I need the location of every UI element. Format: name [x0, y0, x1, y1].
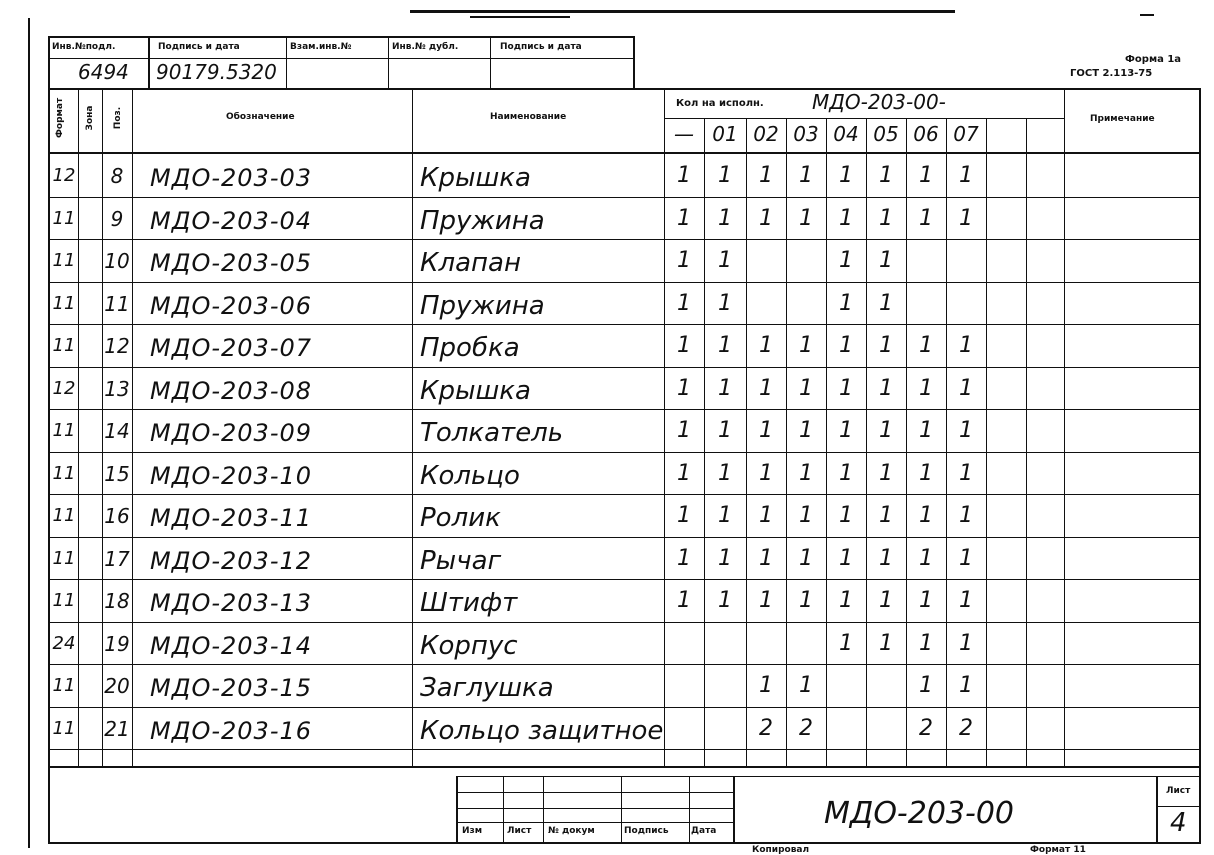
frame-left-border: [28, 18, 30, 848]
row-qty: 1: [718, 460, 732, 486]
row-qty: 2: [919, 715, 933, 741]
row-qty: 1: [799, 588, 813, 613]
row-format: 11: [52, 207, 76, 229]
row-divider: [48, 494, 1200, 495]
row-name: Крышка: [420, 163, 531, 193]
row-qty: 1: [677, 418, 691, 443]
row-qty: 1: [799, 460, 813, 486]
header-qty-title: Кол на исполн.: [676, 98, 764, 109]
row-qty: 1: [959, 588, 973, 613]
sheet-label: Лист: [1166, 786, 1191, 796]
stamp-value-inv-orig: 6494: [78, 60, 129, 84]
row-qty: 1: [919, 333, 933, 358]
row-qty: 1: [879, 163, 893, 188]
grid-vline: [132, 88, 133, 766]
grid-vline: [986, 118, 987, 766]
row-qty: 1: [839, 333, 853, 358]
document-designation: МДО-203-00: [824, 796, 1015, 831]
tb-label-signature: Подпись: [624, 826, 669, 836]
row-format: 24: [52, 632, 76, 654]
row-qty: 1: [839, 460, 853, 486]
form-standard: ГОСТ 2.113-75: [1070, 68, 1153, 79]
row-qty: 1: [839, 630, 853, 656]
row-pos: 17: [104, 546, 130, 571]
row-qty: 1: [839, 588, 853, 613]
grid-vline: [786, 118, 787, 766]
row-qty: 1: [839, 163, 853, 188]
grid-vline: [946, 118, 947, 766]
row-designation: МДО-203-11: [150, 504, 313, 532]
row-qty: 1: [718, 163, 732, 188]
row-designation: МДО-203-03: [150, 164, 313, 192]
row-qty: 1: [919, 205, 933, 231]
header-name: Наименование: [490, 112, 567, 122]
row-divider: [48, 282, 1200, 283]
row-qty: [704, 668, 746, 704]
row-divider: [48, 324, 1200, 325]
row-qty: 1: [799, 503, 813, 528]
row-name: Кольцо защитное: [420, 715, 664, 746]
row-qty: 1: [879, 290, 893, 316]
row-qty: 1: [839, 375, 853, 401]
stamp-header-sign-date-2: Подпись и дата: [500, 42, 582, 52]
row-divider: [48, 197, 1200, 198]
row-divider: [48, 409, 1200, 410]
row-qty: 1: [759, 333, 773, 358]
row-qty: 1: [839, 503, 853, 528]
row-qty: [704, 626, 746, 662]
row-format: 12: [52, 377, 76, 399]
row-divider: [48, 452, 1200, 453]
row-designation: МДО-203-12: [150, 546, 313, 575]
row-qty: [664, 668, 704, 704]
row-qty: 1: [759, 545, 773, 571]
form-note: Форма 1а: [1125, 54, 1182, 65]
row-qty: 1: [959, 205, 973, 231]
row-qty: 1: [839, 290, 853, 316]
scan-mark: [1140, 14, 1154, 16]
stamp-header-replace-inv: Взам.инв.№: [290, 42, 352, 52]
row-divider: [48, 537, 1200, 538]
row-divider: [48, 579, 1200, 580]
row-qty: 1: [759, 588, 773, 613]
row-format: 11: [52, 505, 76, 526]
row-qty: 1: [879, 460, 893, 486]
row-qty: 1: [759, 375, 773, 401]
row-qty: 1: [718, 588, 732, 613]
row-divider: [48, 749, 1200, 750]
row-qty: 1: [718, 503, 732, 528]
grid-vline: [102, 88, 103, 766]
variant-header-cell: 03: [793, 122, 819, 146]
tb-label-change: Изм: [462, 826, 483, 836]
variant-header-cell: 06: [913, 122, 939, 146]
row-designation: МДО-203-15: [150, 674, 313, 702]
row-qty: 1: [718, 205, 732, 231]
header-note: Примечание: [1090, 114, 1155, 124]
row-qty: 1: [879, 630, 893, 656]
row-qty: [704, 711, 746, 747]
row-qty: 1: [799, 333, 813, 358]
row-qty: 1: [919, 588, 933, 613]
row-designation: МДО-203-13: [150, 589, 313, 617]
row-pos: 16: [104, 504, 130, 528]
row-qty: 1: [879, 248, 893, 273]
grid-vline: [412, 88, 413, 766]
tb-label-doc: № докум: [548, 826, 595, 836]
stamp-header-sign-date: Подпись и дата: [158, 42, 240, 52]
row-qty: 1: [839, 545, 853, 571]
row-designation: МДО-203-04: [150, 206, 313, 235]
row-qty: 1: [718, 545, 732, 571]
header-designation: Обозначение: [226, 112, 295, 122]
row-qty: 1: [839, 205, 853, 231]
row-qty: [746, 243, 786, 279]
row-divider: [48, 367, 1200, 368]
header-zone: Зона: [85, 105, 95, 131]
row-qty: 1: [799, 418, 813, 443]
row-name: Пружина: [420, 290, 545, 321]
row-designation: МДО-203-06: [150, 291, 313, 320]
row-qty: 1: [959, 630, 973, 656]
row-qty: 1: [959, 375, 973, 401]
stamp-header-inv-orig: Инв.№подл.: [52, 42, 116, 52]
row-qty: 1: [718, 290, 732, 316]
row-name: Корпус: [420, 630, 518, 661]
row-qty: 1: [677, 248, 691, 273]
row-qty: 1: [919, 418, 933, 443]
row-name: Заглушка: [420, 673, 554, 703]
row-qty: 1: [959, 673, 973, 698]
row-pos: 12: [104, 334, 130, 358]
row-qty: 1: [677, 290, 691, 316]
row-qty: [786, 243, 826, 279]
footer-copied: Копировал: [752, 845, 810, 855]
row-qty: 1: [677, 333, 691, 358]
row-qty: 2: [759, 715, 773, 741]
row-qty: 1: [879, 588, 893, 613]
row-qty: 1: [799, 163, 813, 188]
grid-vline: [1064, 88, 1065, 766]
row-qty: [786, 626, 826, 662]
row-qty: [866, 668, 906, 704]
row-qty: 1: [677, 588, 691, 613]
row-qty: 1: [718, 333, 732, 358]
variant-header-cell: 04: [833, 122, 859, 146]
row-name: Крышка: [420, 375, 531, 406]
row-qty: [826, 668, 866, 704]
row-qty: 1: [879, 418, 893, 443]
sheet-number: 4: [1170, 808, 1187, 838]
grid-vline: [1026, 118, 1027, 766]
row-divider: [48, 707, 1200, 708]
row-name: Кольцо: [420, 460, 520, 491]
row-pos: 8: [110, 164, 124, 188]
row-qty: 1: [959, 545, 973, 571]
variant-header-cell: 01: [712, 122, 738, 146]
row-qty: 2: [959, 715, 973, 741]
row-designation: МДО-203-10: [150, 461, 313, 490]
row-divider: [48, 239, 1200, 240]
row-qty: 1: [677, 375, 691, 401]
row-qty: 1: [718, 418, 732, 443]
row-qty: 1: [879, 205, 893, 231]
row-qty: 2: [799, 715, 813, 741]
row-pos: 9: [110, 206, 124, 231]
row-pos: 19: [104, 631, 130, 656]
row-qty: 1: [759, 503, 773, 528]
row-qty: 1: [759, 163, 773, 188]
row-qty: 1: [959, 503, 973, 528]
grid-vline: [746, 118, 747, 766]
row-qty: 1: [959, 163, 973, 188]
row-qty: 1: [959, 460, 973, 486]
row-format: 11: [52, 420, 76, 441]
row-designation: МДО-203-07: [150, 334, 313, 362]
variant-header-cell: 02: [753, 122, 779, 146]
row-qty: [866, 711, 906, 747]
row-qty: [946, 243, 986, 279]
grid-vline: [866, 118, 867, 766]
row-qty: 1: [677, 163, 691, 188]
row-qty: 1: [919, 503, 933, 528]
row-pos: 13: [104, 376, 130, 401]
variant-header-cell: 05: [873, 122, 899, 146]
row-divider: [48, 622, 1200, 623]
header-qty-base: МДО-203-00-: [812, 90, 946, 114]
variant-header-cell: —: [674, 122, 694, 146]
grid-vline: [78, 88, 79, 766]
row-qty: 1: [677, 503, 691, 528]
row-format: 11: [52, 250, 76, 271]
row-name: Пружина: [420, 205, 545, 236]
grid-vline: [826, 118, 827, 766]
row-qty: 1: [879, 375, 893, 401]
row-designation: МДО-203-14: [150, 631, 313, 660]
row-qty: 1: [959, 418, 973, 443]
row-pos: 11: [104, 291, 130, 316]
row-qty: 1: [759, 205, 773, 231]
row-format: 12: [52, 165, 76, 186]
row-qty: [664, 626, 704, 662]
row-name: Рычаг: [420, 545, 502, 576]
row-qty: [906, 243, 946, 279]
row-pos: 15: [104, 461, 130, 486]
row-qty: 1: [879, 333, 893, 358]
tb-label-date: Дата: [691, 826, 717, 836]
row-qty: 1: [879, 503, 893, 528]
variant-header-cell: 07: [953, 122, 979, 146]
scan-mark: [410, 10, 955, 13]
row-qty: 1: [718, 375, 732, 401]
row-qty: 1: [677, 205, 691, 231]
row-qty: [906, 286, 946, 322]
row-format: 11: [52, 590, 76, 611]
grid-vline: [664, 88, 665, 766]
row-qty: 1: [919, 163, 933, 188]
row-qty: 1: [919, 460, 933, 486]
row-qty: 1: [959, 333, 973, 358]
row-qty: 1: [839, 418, 853, 443]
tb-label-sheet: Лист: [507, 826, 532, 836]
row-qty: 1: [759, 418, 773, 443]
row-pos: 14: [104, 419, 130, 443]
stamp-header-dup-inv: Инв.№ дубл.: [392, 42, 459, 52]
row-qty: 1: [919, 630, 933, 656]
row-qty: [746, 626, 786, 662]
row-name: Ролик: [420, 503, 501, 533]
row-pos: 21: [104, 716, 130, 741]
row-name: Клапан: [420, 248, 521, 278]
row-divider: [48, 664, 1200, 665]
header-pos: Поз.: [113, 106, 123, 130]
row-qty: [786, 286, 826, 322]
row-qty: 1: [919, 673, 933, 698]
row-name: Толкатель: [420, 418, 564, 448]
header-format: Формат: [55, 97, 65, 138]
row-qty: 1: [919, 545, 933, 571]
row-qty: 1: [799, 545, 813, 571]
row-qty: 1: [677, 545, 691, 571]
row-designation: МДО-203-16: [150, 716, 313, 745]
grid-vline: [906, 118, 907, 766]
row-name: Пробка: [420, 333, 520, 363]
row-format: 11: [52, 675, 76, 696]
row-qty: [664, 711, 704, 747]
row-format: 11: [52, 462, 76, 484]
row-qty: 1: [799, 673, 813, 698]
row-qty: [746, 286, 786, 322]
row-pos: 18: [104, 589, 130, 613]
row-qty: [826, 711, 866, 747]
row-qty: [946, 286, 986, 322]
row-qty: 1: [799, 375, 813, 401]
grid-vline: [704, 118, 705, 766]
stamp-value-sign-date: 90179.5320: [156, 60, 277, 84]
row-designation: МДО-203-05: [150, 249, 313, 277]
row-qty: 1: [759, 460, 773, 486]
scan-mark: [470, 16, 570, 18]
row-qty: 1: [879, 545, 893, 571]
row-format: 11: [52, 547, 76, 569]
row-format: 11: [52, 335, 76, 356]
row-qty: 1: [759, 673, 773, 698]
row-format: 11: [52, 717, 76, 739]
row-qty: 1: [839, 248, 853, 273]
row-qty: 1: [677, 460, 691, 486]
row-format: 11: [52, 292, 76, 314]
row-designation: МДО-203-09: [150, 419, 313, 447]
row-name: Штифт: [420, 588, 518, 618]
row-qty: 1: [718, 248, 732, 273]
row-qty: 1: [799, 205, 813, 231]
footer-format: Формат 11: [1030, 845, 1086, 855]
row-designation: МДО-203-08: [150, 376, 313, 405]
row-pos: 20: [104, 674, 130, 698]
row-qty: 1: [919, 375, 933, 401]
row-pos: 10: [104, 249, 130, 273]
